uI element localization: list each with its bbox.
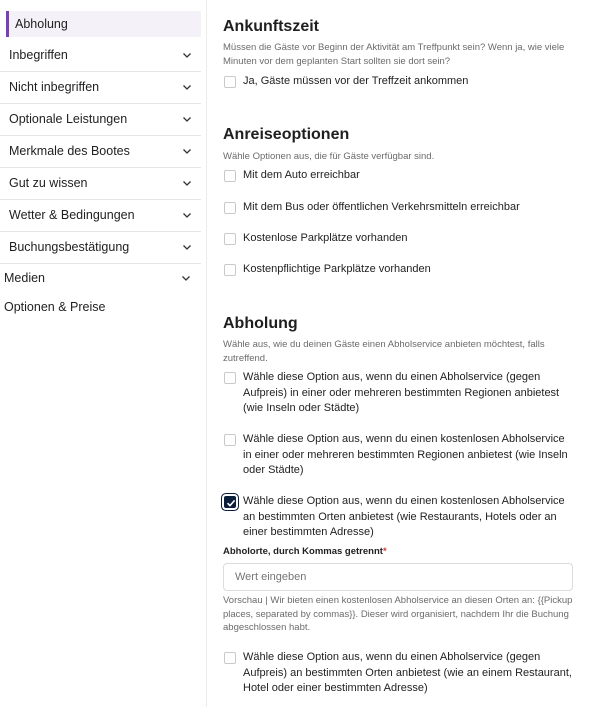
- checkbox[interactable]: [224, 202, 236, 214]
- section-description-travel: Wähle Optionen aus, die für Gäste verfügbar sind.: [223, 151, 435, 162]
- sidebar-item-gut-zu-wissen[interactable]: [0, 168, 201, 200]
- checkbox-row-pickup-paid-places[interactable]: [223, 651, 573, 699]
- pickup-preview-text: Vorschau | Wir bieten einen kostenlosen Abholservice an diesen Orten an: {{Pickup places, separated by commas}}. Dieser wird organisiert, nachdem Ihr die Buchung abgeschlossen habt.: [223, 595, 573, 633]
- checkbox[interactable]: [224, 170, 236, 182]
- checkbox[interactable]: [224, 264, 236, 276]
- checkbox-row-arrival[interactable]: [223, 75, 573, 91]
- chevron-down-icon: [180, 272, 192, 284]
- chevron-down-icon: [181, 177, 193, 189]
- sidebar-item-optionale-leistungen[interactable]: [0, 104, 201, 136]
- checkbox-label: Ja, Gäste müssen vor der Treffzeit ankommen: [243, 75, 469, 87]
- section-description-arrival: Müssen die Gäste vor Beginn der Aktivität am Treffpunkt sein? Wenn ja, wie viele Minuten vor dem geplanten Start sollten sie dort sein?: [223, 42, 565, 67]
- sidebar-item-label: Gut zu wissen: [9, 176, 88, 190]
- field-label-text: Abholorte, durch Kommas getrennt: [223, 546, 383, 557]
- checkbox[interactable]: [224, 652, 236, 664]
- sidebar-item-label: Nicht inbegriffen: [9, 80, 100, 94]
- checkbox-label: Wähle diese Option aus, wenn du einen Abholservice (gegen Aufpreis) in einer oder mehreren bestimmten Regionen anbietest (wie Inseln oder Städte): [243, 371, 560, 414]
- sidebar-item-label: Medien: [4, 271, 45, 285]
- checkbox-label: Wähle diese Option aus, wenn du einen Abholservice (gegen Aufpreis) an bestimmten Orten anbietest (wie an einem Restaurant, Hotel oder einer bestimmten Adresse): [243, 651, 572, 694]
- sidebar-item-label: Abholung: [15, 17, 68, 31]
- checkbox-row-auto[interactable]: [223, 169, 573, 185]
- chevron-down-icon: [181, 209, 193, 221]
- sidebar-item-abholung[interactable]: [6, 11, 201, 37]
- checkbox[interactable]: [224, 76, 236, 88]
- checkbox-row-paid-parking[interactable]: [223, 263, 573, 279]
- sidebar-item-inbegriffen[interactable]: [0, 40, 201, 72]
- checkbox[interactable]: [224, 434, 236, 446]
- sidebar-item-optionen-preise[interactable]: [4, 300, 105, 314]
- chevron-down-icon: [181, 81, 193, 93]
- chevron-down-icon: [181, 113, 193, 125]
- checkbox-label: Mit dem Bus oder öffentlichen Verkehrsmitteln erreichbar: [243, 201, 520, 213]
- checkbox-row-pickup-paid-regions[interactable]: [223, 371, 573, 419]
- checkbox-row-pickup-free-regions[interactable]: [223, 433, 573, 481]
- checkbox-label: Wähle diese Option aus, wenn du einen kostenlosen Abholservice an bestimmten Orten anbietest (wie Restaurants, Hotels oder an einer bestimmten Adresse): [243, 495, 565, 538]
- sidebar-item-wetter-bedingungen[interactable]: [0, 200, 201, 232]
- checkbox-label: Wähle diese Option aus, wenn du einen kostenlosen Abholservice in einer oder mehreren bestimmten Regionen anbietest (wie Inseln oder Städte): [243, 433, 568, 476]
- check-icon: [226, 498, 236, 508]
- checkbox-label: Kostenlose Parkplätze vorhanden: [243, 232, 408, 244]
- checkbox[interactable]: [224, 233, 236, 245]
- checkbox-row-free-parking[interactable]: [223, 232, 573, 248]
- chevron-down-icon: [181, 241, 193, 253]
- section-description-pickup: Wähle aus, wie du deinen Gäste einen Abholservice anbieten möchtest, falls zutreffend.: [223, 339, 545, 364]
- section-title-pickup: Abholung: [223, 315, 298, 332]
- chevron-down-icon: [181, 49, 193, 61]
- pickup-places-input[interactable]: [223, 563, 573, 591]
- sidebar: [0, 0, 207, 707]
- checkbox-label: Kostenpflichtige Parkplätze vorhanden: [243, 263, 431, 275]
- section-title-travel: Anreiseoptionen: [223, 126, 350, 143]
- chevron-down-icon: [181, 145, 193, 157]
- sidebar-item-label: Merkmale des Bootes: [9, 144, 130, 158]
- checkbox-row-pickup-free-places[interactable]: [223, 495, 573, 543]
- sidebar-item-buchungsbestaetigung[interactable]: [0, 232, 201, 264]
- sidebar-item-merkmale-des-bootes[interactable]: [0, 136, 201, 168]
- checkbox-checked[interactable]: [224, 496, 236, 508]
- section-title-arrival: Ankunftszeit: [223, 18, 319, 35]
- checkbox-row-bus[interactable]: [223, 201, 573, 217]
- checkbox-label: Mit dem Auto erreichbar: [243, 169, 360, 181]
- sidebar-item-label: Inbegriffen: [9, 48, 68, 62]
- sidebar-item-label: Buchungsbestätigung: [9, 240, 130, 254]
- sidebar-item-medien[interactable]: [4, 271, 192, 285]
- checkbox[interactable]: [224, 372, 236, 384]
- sidebar-item-label: Wetter & Bedingungen: [9, 208, 135, 222]
- sidebar-item-nicht-inbegriffen[interactable]: [0, 72, 201, 104]
- pickup-places-label: [223, 546, 387, 557]
- sidebar-item-label: Optionen & Preise: [4, 300, 106, 314]
- required-mark: *: [382, 546, 387, 557]
- sidebar-item-label: Optionale Leistungen: [9, 112, 128, 126]
